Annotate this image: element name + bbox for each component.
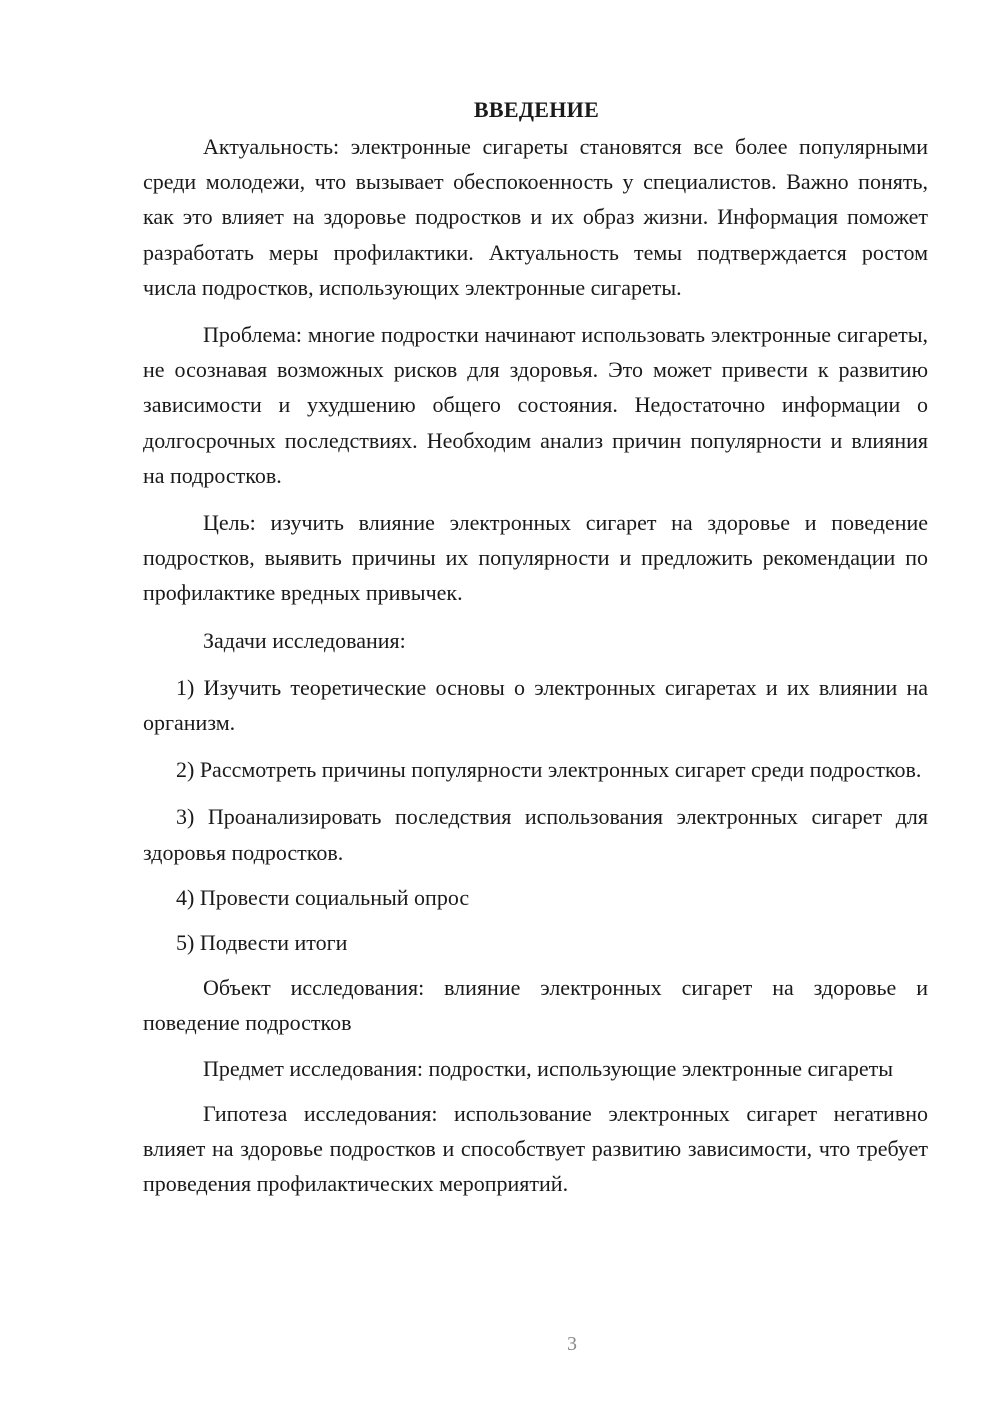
subject-paragraph: Предмет исследования: подростки, использующие электронные сигареты bbox=[203, 1055, 893, 1081]
relevance-paragraph: Актуальность: электронные сигареты становятся все более популярными среди молодежи, что вызывает обеспокоенность у специалистов. Важно понять, как это влияет на здоровье подростков и их образ жизни. Информация поможет разработать меры профилактики. Актуальность темы подтверждается ростом числа подростков, использующих электронные сигареты. bbox=[143, 134, 928, 300]
page-number: 3 bbox=[567, 1333, 577, 1355]
task-item-4: 4) Провести социальный опрос bbox=[176, 884, 470, 910]
document-title: ВВЕДЕНИЕ bbox=[473, 97, 600, 122]
goal-paragraph: Цель: изучить влияние электронных сигарет на здоровье и поведение подростков, выявить причины их популярности и предложить рекомендации по профилактике вредных привычек. bbox=[143, 510, 928, 606]
problem-paragraph: Проблема: многие подростки начинают использовать электронные сигареты, не осознавая возможных рисков для здоровья. Это может привести к развитию зависимости и ухудшению общего состояния. Недостаточно информации о долгосрочных последствиях. Необходим анализ причин популярности и влияния на подростков. bbox=[143, 322, 928, 488]
task-item-1: 1) Изучить теоретические основы о электронных сигаретах и их влиянии на организм. bbox=[143, 674, 928, 736]
tasks-heading: Задачи исследования: bbox=[203, 627, 406, 653]
task-item-3: 3) Проанализировать последствия использования электронных сигарет для здоровья подростков. bbox=[143, 804, 928, 865]
object-paragraph: Объект исследования: влияние электронных сигарет на здоровье и поведение подростков bbox=[143, 975, 928, 1036]
task-item-5: 5) Подвести итоги bbox=[176, 930, 348, 956]
task-item-2: 2) Рассмотреть причины популярности электронных сигарет среди подростков. bbox=[176, 757, 922, 783]
document-page bbox=[143, 92, 928, 1201]
hypothesis-paragraph: Гипотеза исследования: использование электронных сигарет негативно влияет на здоровье подростков и способствует развитию зависимости, что требует проведения профилактических мероприятий. bbox=[143, 1100, 928, 1197]
